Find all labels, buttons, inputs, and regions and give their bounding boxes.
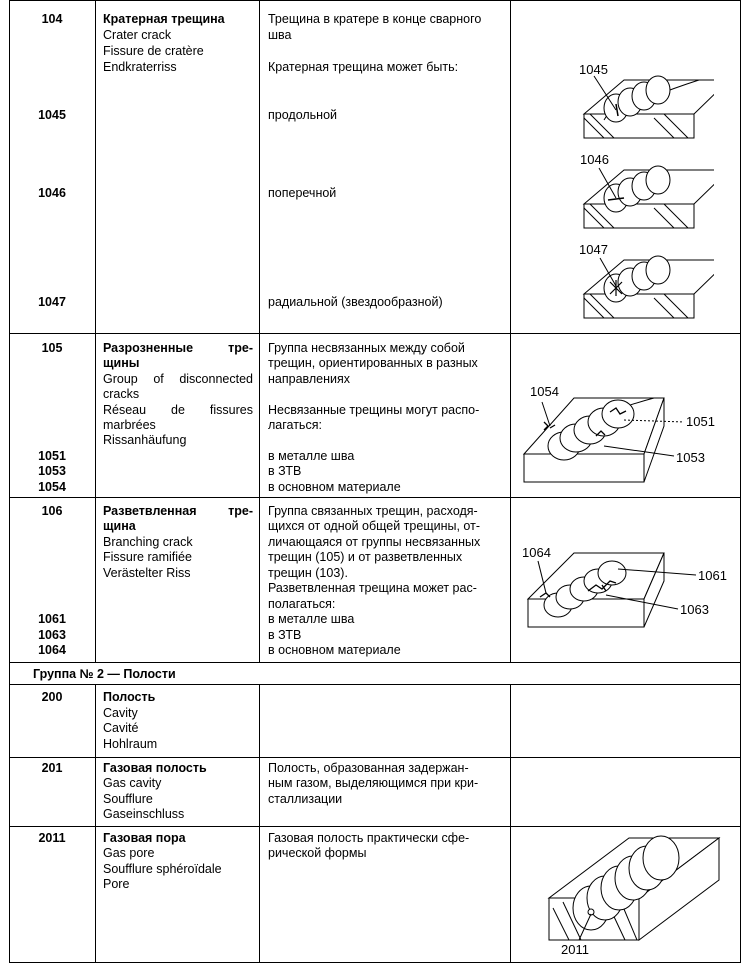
defect-description: ным газом, выделяющимся при кри-	[268, 776, 479, 790]
sub-description: в металле шва	[268, 612, 355, 626]
defect-name-en: Cavity	[103, 706, 138, 720]
defect-name-en: Branching crack	[103, 535, 193, 549]
defect-description: трещин, ориентированных в разных	[268, 356, 478, 370]
defect-code: 200	[41, 690, 63, 704]
defect-name-en-cont: cracks	[103, 387, 140, 401]
table-border-left	[9, 0, 10, 963]
defect-name-fr: Réseau de fissures	[103, 403, 253, 417]
defect-name-de: Verästelter Riss	[103, 566, 191, 580]
sub-description: поперечной	[268, 186, 337, 200]
gas-pore-figure	[539, 828, 729, 960]
defect-name-fr-cont: marbrées	[103, 418, 156, 432]
row-divider	[9, 684, 741, 685]
defect-title-cont: щина	[103, 519, 136, 533]
defect-title: Кратерная трещина	[103, 12, 225, 26]
sub-description: в ЗТВ	[268, 628, 302, 642]
column-divider	[510, 684, 511, 963]
defect-description: шва	[268, 28, 292, 42]
sub-code: 1053	[38, 464, 66, 478]
sub-description: продольной	[268, 108, 338, 122]
sub-code: 1051	[38, 449, 66, 463]
sub-code: 1064	[38, 643, 66, 657]
figure-label: 1051	[686, 414, 715, 429]
defect-name-de: Pore	[103, 877, 130, 891]
sub-description: радиальной (звездообразной)	[268, 295, 443, 309]
figure-label: 1061	[698, 568, 727, 583]
row-divider	[9, 497, 741, 498]
column-divider	[95, 684, 96, 963]
figure-label: 2011	[561, 942, 589, 957]
row-divider	[9, 662, 741, 663]
defect-description: трещин (105) и от разветвленных	[268, 550, 463, 564]
defect-name-de: Endkraterriss	[103, 60, 177, 74]
defect-description: Группа несвязанных между собой	[268, 341, 465, 355]
table-border-right	[740, 0, 741, 963]
defect-code: 201	[41, 761, 63, 775]
row-divider	[9, 826, 741, 827]
figure-label: 1046	[580, 152, 609, 167]
sub-code: 1045	[38, 108, 66, 122]
defect-code: 104	[41, 12, 63, 26]
defect-name-fr: Cavité	[103, 721, 139, 735]
defect-description: Газовая полость практически сфе-	[268, 831, 470, 845]
defect-title: Разрозненные тре-	[103, 341, 253, 355]
crater-crack-radial-figure	[564, 238, 714, 324]
defect-intro: Кратерная трещина может быть:	[268, 60, 459, 74]
row-divider	[9, 333, 741, 334]
sub-description: в основном материале	[268, 643, 401, 657]
figure-label: 1064	[522, 545, 551, 560]
defect-description: направлениях	[268, 372, 351, 386]
defect-description: Группа связанных трещин, расходя-	[268, 504, 478, 518]
defect-name-fr: Soufflure	[103, 792, 153, 806]
column-divider	[95, 0, 96, 662]
defect-name-fr: Fissure ramifiée	[103, 550, 192, 564]
defect-name-en: Crater crack	[103, 28, 172, 42]
defect-description: Полость, образованная задержан-	[268, 761, 469, 775]
defect-description: рической формы	[268, 846, 367, 860]
figure-label: 1047	[579, 242, 608, 257]
defect-description: Трещина в кратере в конце сварного	[268, 12, 482, 26]
column-divider	[510, 0, 511, 662]
defect-title-cont: щины	[103, 356, 140, 370]
defect-title: Полость	[103, 690, 156, 704]
figure-label: 1053	[676, 450, 705, 465]
sub-code: 1047	[38, 295, 66, 309]
defect-intro: лагаться:	[268, 418, 322, 432]
defect-description: полагаться:	[268, 597, 336, 611]
defect-code: 2011	[38, 831, 66, 845]
crater-crack-transverse-figure	[564, 148, 714, 234]
defect-name-en: Gas pore	[103, 846, 155, 860]
group-header: Группа № 2 — Полости	[33, 667, 176, 681]
defect-description: сталлизации	[268, 792, 343, 806]
sub-code: 1063	[38, 628, 66, 642]
defect-table	[9, 0, 741, 963]
defect-name-en: Group of disconnected	[103, 372, 253, 386]
sub-description: в металле шва	[268, 449, 355, 463]
defect-name-de: Rissanhäufung	[103, 433, 187, 447]
figure-label: 1054	[530, 384, 559, 399]
table-border-bottom	[9, 962, 741, 963]
defect-name-en: Gas cavity	[103, 776, 162, 790]
defect-name-de: Hohlraum	[103, 737, 158, 751]
defect-title: Разветвленная тре-	[103, 504, 253, 518]
defect-name-de: Gaseinschluss	[103, 807, 185, 821]
disconnected-cracks-figure	[514, 378, 738, 488]
figure-label: 1045	[579, 62, 608, 77]
row-divider	[9, 757, 741, 758]
defect-description: трещин (103).	[268, 566, 348, 580]
defect-description: Разветвленная трещина может рас-	[268, 581, 477, 595]
defect-description: личающаяся от группы несвязанных	[268, 535, 481, 549]
defect-code: 105	[41, 341, 63, 355]
figure-label: 1063	[680, 602, 709, 617]
sub-code: 1061	[38, 612, 66, 626]
sub-description: в ЗТВ	[268, 464, 302, 478]
sub-description: в основном материале	[268, 480, 401, 494]
defect-name-fr: Soufflure sphéroïdale	[103, 862, 222, 876]
defect-title: Газовая пора	[103, 831, 186, 845]
table-border-top	[9, 0, 741, 1]
defect-title: Газовая полость	[103, 761, 207, 775]
defect-code: 106	[41, 504, 63, 518]
defect-description: щихся от одной общей трещины, от-	[268, 519, 480, 533]
column-divider	[259, 0, 260, 662]
column-divider	[259, 684, 260, 963]
sub-code: 1054	[38, 480, 66, 494]
defect-intro: Несвязанные трещины могут распо-	[268, 403, 480, 417]
defect-name-fr: Fissure de cratère	[103, 44, 204, 58]
sub-code: 1046	[38, 186, 66, 200]
branching-crack-figure	[514, 535, 738, 635]
crater-crack-longitudinal-figure	[564, 58, 714, 144]
